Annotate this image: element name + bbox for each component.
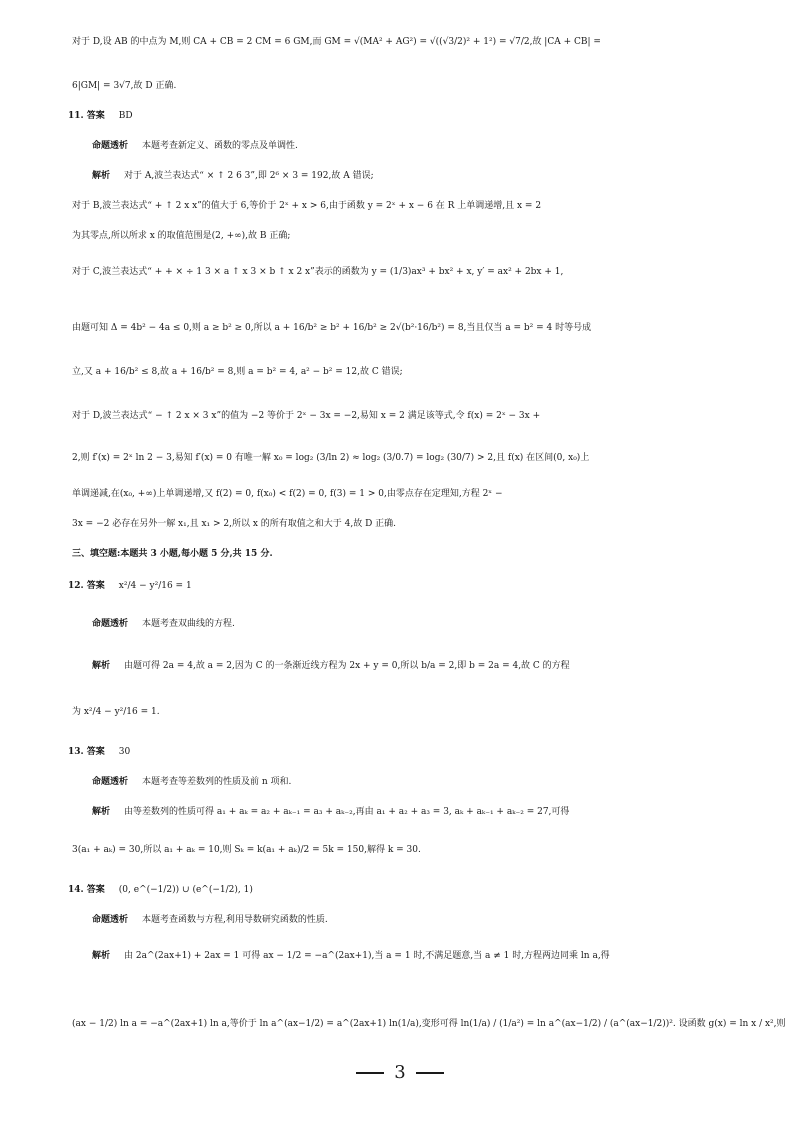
q10d-line-2: 6|GM| = 3√7,故 D 正确. bbox=[72, 81, 177, 91]
q12-intent-row bbox=[92, 614, 800, 634]
intent-label: 命题透析 bbox=[92, 915, 129, 925]
q11-answer-row bbox=[68, 106, 800, 126]
analysis-label: 解析 bbox=[92, 807, 111, 817]
q11-d-line-2: 2,则 f′(x) = 2ˣ ln 2 − 3,易知 f′(x) = 0 有唯一解 x₀ = log₂ (3/ln 2) ≈ log₂ (3/0.7) = log₂ (30/7) > 2,且 f(x) 在区间(0, x₀)上 bbox=[72, 453, 590, 463]
q12-line-2: 为 x²/4 − y²/16 = 1. bbox=[72, 707, 160, 717]
answer-label: 14. 答案 bbox=[68, 885, 105, 895]
q13-answer-row bbox=[68, 742, 800, 762]
intent-label: 命题透析 bbox=[92, 777, 129, 787]
intent-text: 本题考查函数与方程,利用导数研究函数的性质. bbox=[142, 915, 328, 925]
q14-intent-row bbox=[92, 910, 800, 930]
answer-label: 13. 答案 bbox=[68, 747, 105, 757]
q10d-line-1: 对于 D,设 AB 的中点为 M,则 CA + CB = 2 CM = 6 GM,而 GM = √(MA² + AG²) = √((√3/2)² + 1²) = √7/2,故 |CA + CB| = bbox=[72, 37, 601, 47]
q11-b-line-1: 对于 B,波兰表达式“ + ↑ 2 x x”的值大于 6,等价于 2ˣ + x > 6,由于函数 y = 2ˣ + x − 6 在 R 上单调递增,且 x = 2 bbox=[72, 201, 542, 211]
q11-d-line-3: 单调递减,在(x₀, +∞)上单调递增,又 f(2) = 0, f(x₀) < f(2) = 0, f(3) = 1 > 0,由零点存在定理知,方程 2ˣ − bbox=[72, 489, 503, 499]
answer-value: 30 bbox=[118, 747, 131, 757]
footer-dash-right bbox=[416, 1072, 444, 1074]
q11-b-line-2: 为其零点,所以所求 x 的取值范围是(2, +∞),故 B 正确; bbox=[72, 231, 291, 241]
answer-value: BD bbox=[118, 111, 133, 121]
q11-c-line-2: 由题可知 Δ = 4b² − 4a ≤ 0,则 a ≥ b² ≥ 0,所以 a + 16/b² ≥ b² + 16/b² ≥ 2√(b²·16/b²) = 8,当且仅当 a = b² = 4 时等号成 bbox=[72, 323, 592, 333]
q11-c-line-3: 立,又 a + 16/b² ≤ 8,故 a + 16/b² = 8,则 a = b² = 4, a² − b² = 12,故 C 错误; bbox=[72, 367, 403, 377]
q14-line-2: (ax − 1/2) ln a = −a^(2ax+1) ln a,等价于 ln a^(ax−1/2) = a^(2ax+1) ln(1/a),变形可得 ln(1/a) / (1/a²) = ln a^(ax−1/2) / (a^(ax−1/2))². 设函数 g(x) = ln x / x²,则 bbox=[72, 1019, 786, 1029]
q12-answer-row bbox=[68, 576, 800, 596]
q11-d-line-4: 3x = −2 必存在另外一解 x₁,且 x₁ > 2,所以 x 的所有取值之和大于 4,故 D 正确. bbox=[72, 519, 397, 529]
answer-value: (0, e^(−1/2)) ∪ (e^(−1/2), 1) bbox=[118, 885, 253, 895]
analysis-label: 解析 bbox=[92, 951, 111, 961]
answer-value: x²/4 − y²/16 = 1 bbox=[118, 581, 192, 591]
q11-d-line-1: 对于 D,波兰表达式“ − ↑ 2 x × 3 x”的值为 −2 等价于 2ˣ − 3x = −2,易知 x = 2 满足该等式,令 f(x) = 2ˣ − 3x + bbox=[72, 411, 541, 421]
page-number: 3 bbox=[394, 1062, 406, 1083]
analysis-text: 由题可得 2a = 4,故 a = 2,因为 C 的一条渐近线方程为 2x + y = 0,所以 b/a = 2,即 b = 2a = 4,故 C 的方程 bbox=[124, 661, 570, 671]
analysis-text: 由等差数列的性质可得 a₁ + aₖ = a₂ + aₖ₋₁ = a₃ + aₖ₋₂,再由 a₁ + a₂ + a₃ = 3, aₖ + aₖ₋₁ + aₖ₋₂ = 27,可得 bbox=[124, 807, 570, 817]
footer-dash-left bbox=[356, 1072, 384, 1074]
answer-label: 11. 答案 bbox=[68, 111, 105, 121]
page-footer bbox=[0, 1062, 800, 1083]
analysis-label: 解析 bbox=[92, 661, 111, 671]
q12-analysis-row bbox=[92, 656, 800, 676]
q13-analysis-row bbox=[92, 802, 800, 822]
analysis-label: 解析 bbox=[92, 171, 111, 181]
q11-c-line-1: 对于 C,波兰表达式“ + + × ÷ 1 3 × a ↑ x 3 × b ↑ x 2 x”表示的函数为 y = (1/3)ax³ + bx² + x, y′ = ax² + 2bx + 1, bbox=[72, 267, 564, 277]
q11-intent-row bbox=[92, 136, 800, 156]
intent-text: 本题考查等差数列的性质及前 n 项和. bbox=[142, 777, 292, 787]
section-3-heading: 三、填空题:本题共 3 小题,每小题 5 分,共 15 分. bbox=[72, 549, 273, 559]
q13-line-2: 3(a₁ + aₖ) = 30,所以 a₁ + aₖ = 10,则 Sₖ = k(a₁ + aₖ)/2 = 5k = 150,解得 k = 30. bbox=[72, 845, 421, 855]
analysis-text: 由 2a^(2ax+1) + 2ax = 1 可得 ax − 1/2 = −a^(2ax+1),当 a = 1 时,不满足题意,当 a ≠ 1 时,方程两边同乘 ln a,得 bbox=[124, 951, 610, 961]
analysis-text: 对于 A,波兰表达式“ × ↑ 2 6 3”,即 2⁶ × 3 = 192,故 A 错误; bbox=[124, 171, 374, 181]
intent-text: 本题考查新定义、函数的零点及单调性. bbox=[142, 141, 298, 151]
intent-text: 本题考查双曲线的方程. bbox=[142, 619, 235, 629]
q14-answer-row bbox=[68, 880, 800, 900]
answer-label: 12. 答案 bbox=[68, 581, 105, 591]
q14-analysis-row bbox=[92, 946, 800, 966]
q13-intent-row bbox=[92, 772, 800, 792]
q11-analysis-row bbox=[92, 166, 800, 186]
intent-label: 命题透析 bbox=[92, 141, 129, 151]
intent-label: 命题透析 bbox=[92, 619, 129, 629]
